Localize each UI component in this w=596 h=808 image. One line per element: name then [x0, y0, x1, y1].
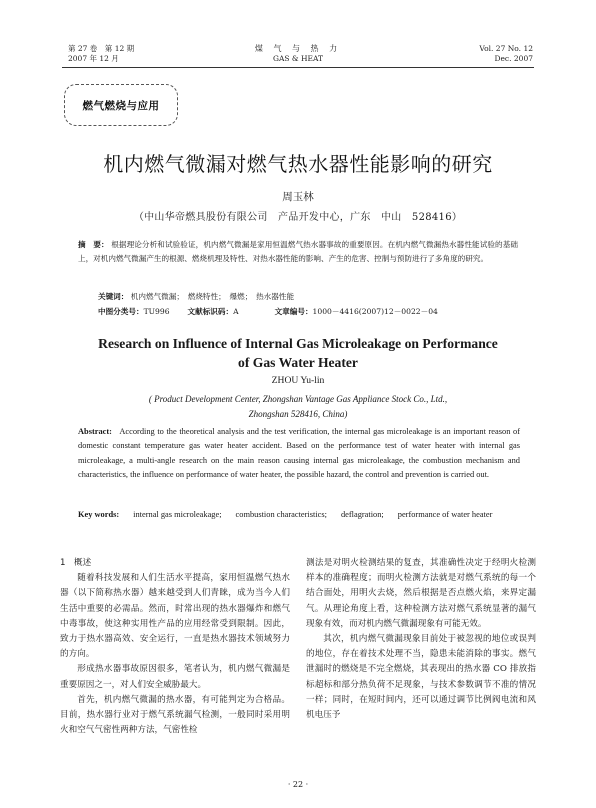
keywords-cn-text: 机内燃气微漏； 燃烧特性； 爆燃； 热水器性能: [130, 292, 295, 301]
body-paragraph: 其次，机内燃气微漏现象目前处于被忽视的地位或误判的地位，存在着技术处理不当，隐患未能消除的事实。燃气泄漏时的燃烧是不完全燃烧，其表现出的热水器 CO 排放指标超标和部分热负荷不足现象，与技术参数调节不准的情况一样；同时，在短时间内，还可以通过调节比例阀电流和风机电压予: [306, 634, 536, 721]
author-en: ZHOU Yu-lin: [271, 375, 325, 386]
keyword-en-item: performance of water heater: [397, 510, 493, 519]
paper-title-en-line1: Research on Influence of Internal Gas Microleakage on Performance: [98, 336, 498, 351]
article-number-value: 1000－4416(2007)12－0022－04: [312, 307, 438, 316]
journal-volume-info: [68, 44, 134, 64]
keywords-en-label: Key words:: [78, 510, 120, 519]
journal-name-cn: 煤 气 与 热 力: [254, 44, 342, 53]
section-heading: 1 概述: [60, 558, 92, 568]
article-number-label: 文章编号：: [274, 307, 313, 316]
volume-issue: 第 27 卷 第 12 期: [68, 44, 135, 53]
keywords-en: [78, 508, 520, 522]
abstract-cn-text: 根据理论分析和试验验证，机内燃气微漏是家用恒温燃气热水器事故的重要原因。在机内燃气微漏热水器性能试验的基础上，对机内燃气微漏产生的根源、燃烧机理及特性、对热水器性能的影响、产生的危害、控制与预防进行了多角度的研究。: [78, 240, 519, 264]
clc-label: 中图分类号：: [98, 307, 144, 316]
journal-name: [200, 44, 396, 64]
page-number: · 22 ·: [287, 780, 309, 789]
author-cn: 周玉林: [282, 191, 314, 203]
volume-issue-en: Vol. 27 No. 12: [479, 44, 533, 53]
clc-value: TU996: [143, 307, 170, 316]
abstract-cn-label: 摘 要：: [78, 240, 109, 249]
doc-code-value: A: [233, 307, 239, 316]
journal-volume-info-en: [380, 44, 533, 64]
doc-code-label: 文献标识码：: [187, 307, 234, 316]
header-rule: [62, 67, 534, 68]
body-column-right: [306, 556, 536, 723]
body-column-left: [60, 556, 290, 738]
affiliation-en: [60, 392, 536, 422]
abstract-en: [78, 425, 520, 483]
journal-name-en: GAS & HEAT: [272, 54, 323, 63]
issue-date: 2007 年 12 月: [68, 54, 119, 63]
keyword-en-item: combustion characteristics;: [235, 510, 327, 519]
classification-line: [98, 305, 528, 319]
paper-title-en-line2: of Gas Water Heater: [238, 355, 358, 370]
keywords-cn: [98, 290, 518, 304]
body-paragraph-continued: 测法是对明火检测结果的复查，其准确性决定于经明火检测样本的准确程度；而明火检测方法就是对燃气系统的每一个结合面处，用明火去烧，然后根据是否点燃火焰，来界定漏气。从理论角度上看，这种检测方法对燃气系统显著的漏气现象有效，而对机内燃气微漏现象有可能无效。: [306, 558, 536, 629]
abstract-en-label: Abstract:: [78, 427, 112, 436]
paper-title-en: [60, 334, 536, 372]
keywords-cn-label: 关键词：: [98, 292, 129, 301]
paper-title-cn: 机内燃气微漏对燃气热水器性能影响的研究: [103, 152, 493, 176]
body-paragraph: 随着科技发展和人们生活水平提高，家用恒温燃气热水器（以下简称热水器）越来越受到人们青睐，成为当今人们生活中重要的必需品。然而，时常出现的热水器爆炸和燃气中毒事故，使这种实用性产品的应用经常受到限制。因此，致力于热水器高效、安全运行，一直是热水器技术领域努力的方向。: [60, 573, 290, 660]
abstract-en-text: According to the theoretical analysis and the test verification, the internal gas microleakage is an important reason of domestic constant temperature gas water heater accident. Based on the performance test of water heater with internal gas microleakage, a multi-angle research on the main reason causing internal gas microleakage, the combustion mechanism and characteristics, the influence on performance of water heater, the possible hazard, the control and prevention is carried out.: [78, 427, 520, 480]
affiliation-cn: （中山华帝燃具股份有限公司 产品开发中心，广东 中山 528416）: [133, 212, 463, 223]
keyword-en-item: internal gas microleakage;: [133, 510, 222, 519]
issue-date-en: Dec. 2007: [494, 54, 533, 63]
keyword-en-item: deflagration;: [340, 510, 384, 519]
abstract-cn: [78, 238, 518, 266]
affiliation-en-line2: Zhongshan 528416, China): [248, 409, 348, 419]
section-badge: 燃气燃烧与应用: [64, 84, 178, 126]
body-paragraph: 形成热水器事故原因很多，笔者认为，机内燃气微漏是重要原因之一，对人们安全威胁最大。: [60, 664, 290, 690]
affiliation-en-line1: ( Product Development Center, Zhongshan Vantage Gas Appliance Stock Co., Ltd.,: [148, 394, 448, 404]
body-paragraph: 首先，机内燃气微漏的热水器，有可能判定为合格品。目前，热水器行业对于燃气系统漏气检测，一般同时采用明火和空气气密性两种方法，气密性检: [60, 694, 290, 736]
